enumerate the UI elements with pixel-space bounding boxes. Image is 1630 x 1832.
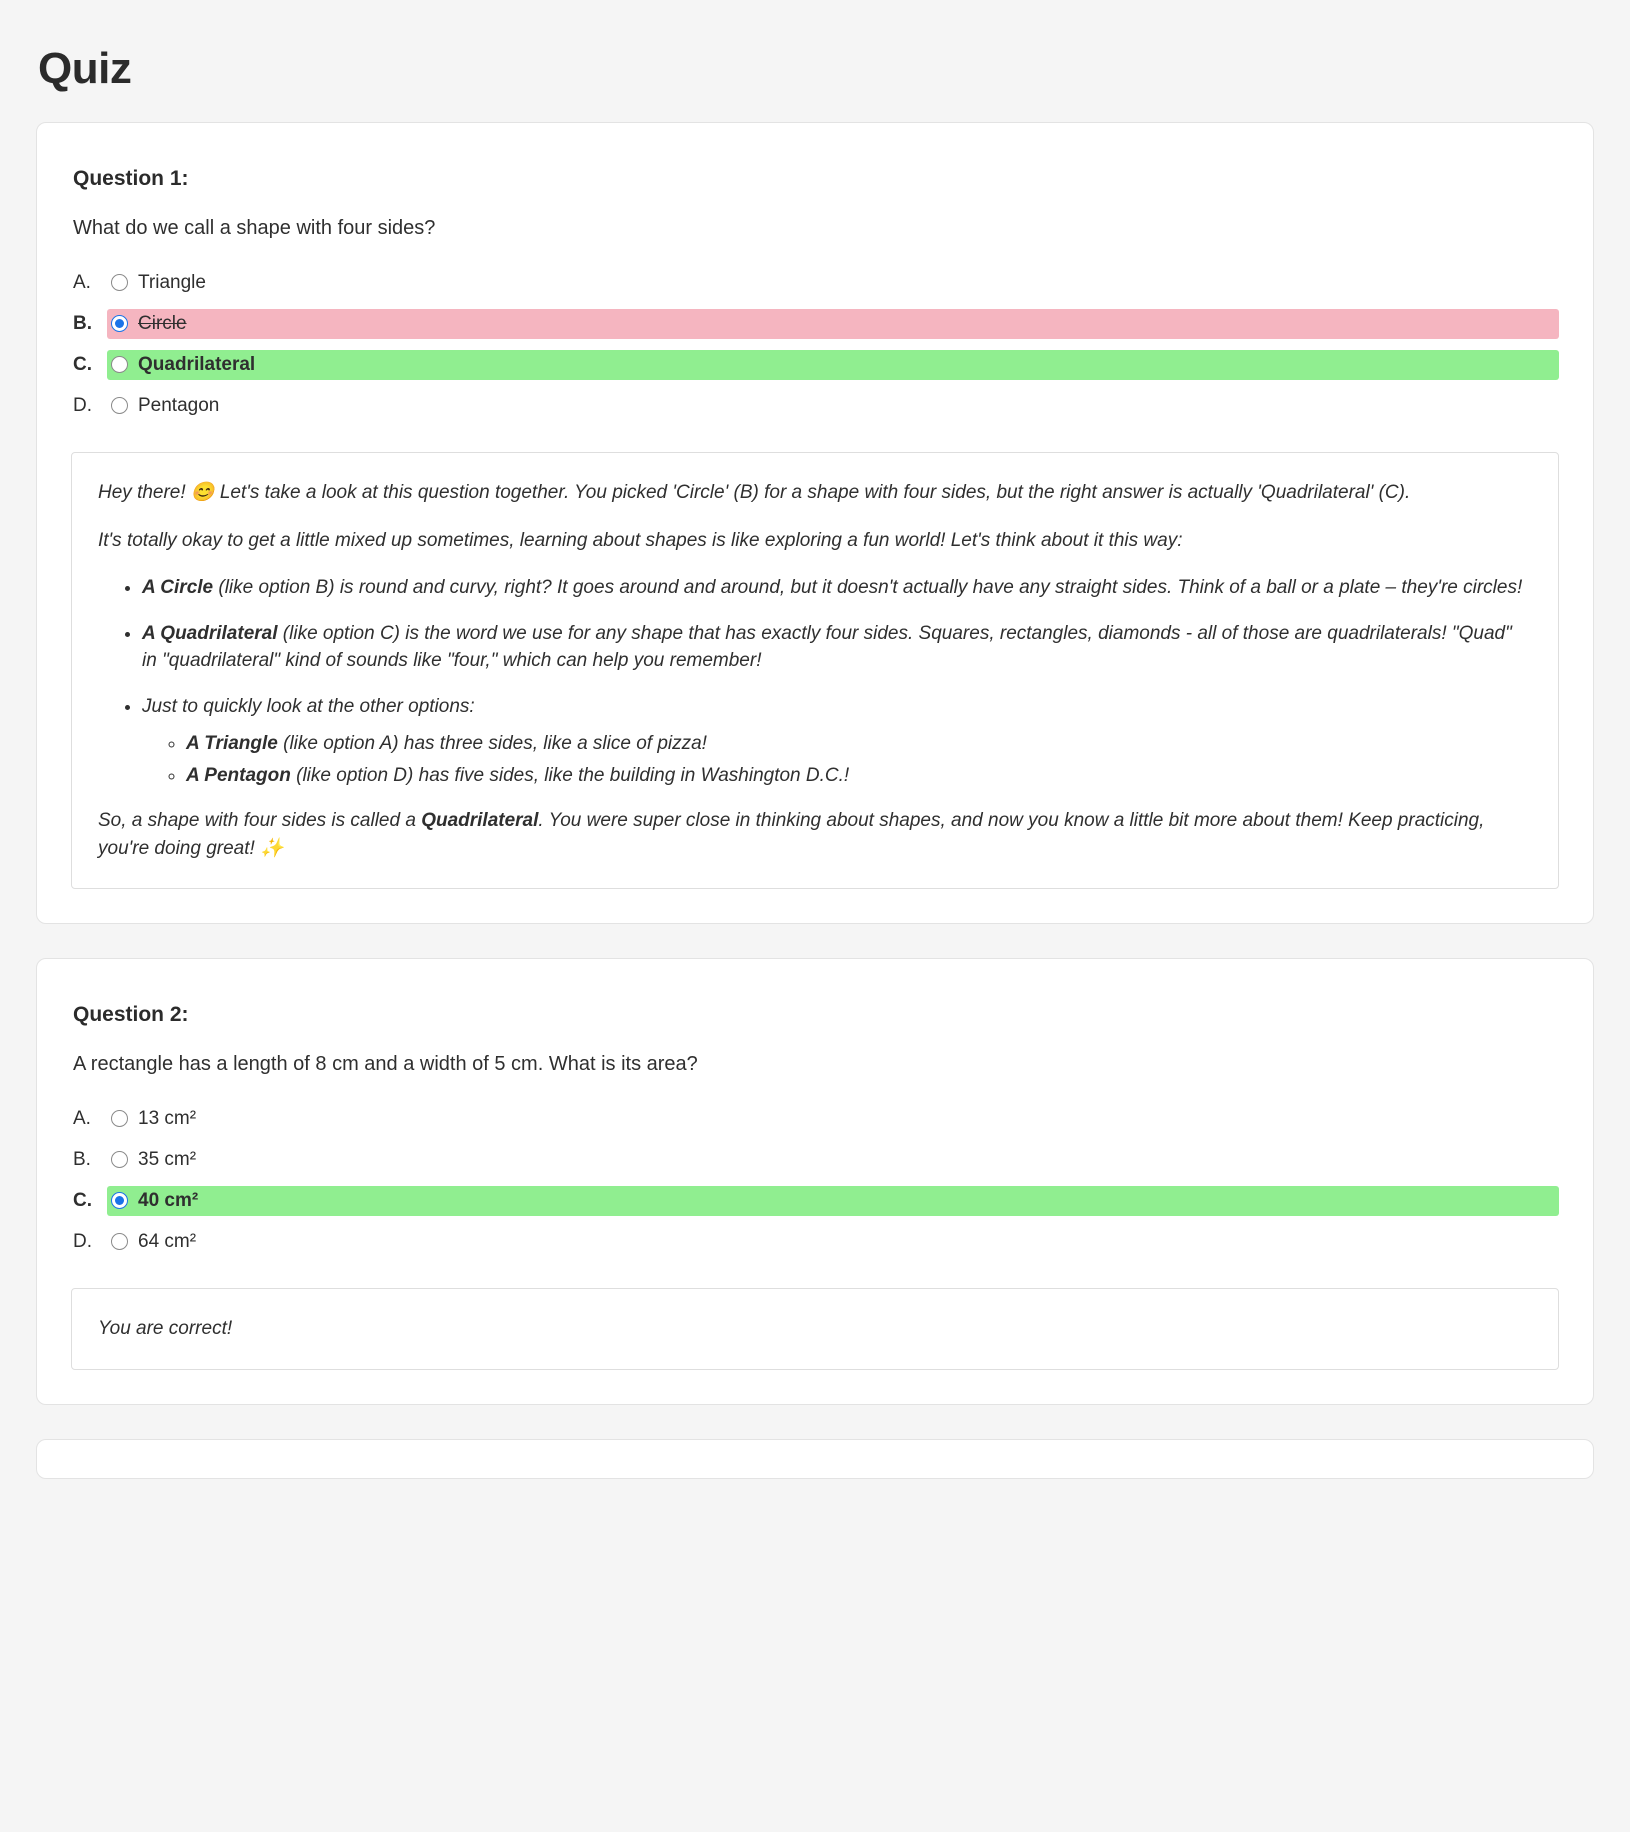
option-body[interactable] <box>107 1104 1559 1134</box>
option-letter: D. <box>73 1230 92 1252</box>
question-card-3 <box>36 1439 1594 1479</box>
question-text: A rectangle has a length of 8 cm and a width of 5 cm. What is its area? <box>73 1053 698 1076</box>
radio-icon[interactable] <box>111 1192 128 1209</box>
option-label: 13 cm² <box>138 1108 197 1130</box>
bullet-text: (like option B) is round and curvy, right? It goes around and around, but it doesn't actually have any straight sides. Think of a ball or a plate – they're circles! <box>213 577 1523 599</box>
option-label: Triangle <box>138 272 206 293</box>
feedback-second: It's totally okay to get a little mixed up sometimes, learning about shapes is like exploring a fun world! Let's think about it this way: <box>98 529 1183 551</box>
option-label: Pentagon <box>138 395 220 416</box>
option-row[interactable] <box>71 1139 1559 1180</box>
option-row[interactable] <box>71 385 1559 426</box>
feedback-panel <box>71 452 1559 889</box>
radio-icon[interactable] <box>111 1110 128 1127</box>
option-body[interactable] <box>107 350 1559 380</box>
option-body[interactable] <box>107 1186 1559 1216</box>
option-letter: C. <box>73 353 92 375</box>
option-body[interactable] <box>107 1227 1559 1257</box>
feedback-bullet <box>142 574 1528 602</box>
closing-pre: So, a shape with four sides is called a <box>98 810 422 832</box>
option-label: Quadrilateral <box>138 354 256 375</box>
radio-icon[interactable] <box>111 356 128 373</box>
option-label: Circle <box>138 313 187 334</box>
feedback-closing <box>98 807 1528 862</box>
question-text: What do we call a shape with four sides? <box>73 217 436 239</box>
option-letter: C. <box>73 1189 92 1211</box>
sub-bullet-term: A Triangle <box>186 733 278 755</box>
feedback-panel <box>71 1288 1559 1370</box>
option-row[interactable] <box>71 344 1559 385</box>
feedback-intro: Hey there! 😊 Let's take a look at this question together. You picked 'Circle' (B) for a shape with four sides, but the right answer is actually 'Quadrilateral' (C). <box>98 482 1411 503</box>
option-row[interactable] <box>71 303 1559 344</box>
radio-icon[interactable] <box>111 315 128 332</box>
question-label: Question 1: <box>73 167 189 190</box>
option-body[interactable] <box>107 268 1559 298</box>
bullet-term: A Quadrilateral <box>142 622 278 644</box>
sub-bullet-text: (like option D) has five sides, like the building in Washington D.C.! <box>290 764 850 786</box>
option-body[interactable] <box>107 309 1559 339</box>
feedback-bullets <box>98 574 1528 789</box>
question-card-1 <box>36 122 1594 924</box>
option-row[interactable] <box>71 1098 1559 1139</box>
question-card-2 <box>36 958 1594 1405</box>
radio-icon[interactable] <box>111 274 128 291</box>
option-label: 35 cm² <box>138 1149 197 1171</box>
option-list <box>71 262 1559 426</box>
option-label: 64 cm² <box>138 1231 197 1253</box>
radio-icon[interactable] <box>111 1233 128 1250</box>
option-letter: A. <box>73 1107 91 1129</box>
option-label: 40 cm² <box>138 1190 199 1212</box>
option-body[interactable] <box>107 391 1559 421</box>
other-options-intro: Just to quickly look at the other options: <box>142 695 475 717</box>
closing-post: . You were super close in thinking about shapes, and now you know a little bit more about them! Keep practicing, you're doing great! ✨ <box>98 810 1485 859</box>
option-letter: B. <box>73 312 92 334</box>
option-letter: B. <box>73 1148 91 1170</box>
feedback-bullet-other <box>142 693 1528 790</box>
closing-term: Quadrilateral <box>421 810 539 832</box>
question-label: Question 2: <box>73 1003 189 1027</box>
page-title: Quiz <box>38 44 132 93</box>
feedback-sub-bullet <box>186 730 1528 758</box>
option-row[interactable] <box>71 262 1559 303</box>
option-row[interactable] <box>71 1180 1559 1221</box>
feedback-bullet <box>142 620 1528 675</box>
feedback-sub-bullet <box>186 762 1528 790</box>
bullet-term: A Circle <box>142 577 214 599</box>
option-letter: D. <box>73 394 92 416</box>
option-body[interactable] <box>107 1145 1559 1175</box>
radio-icon[interactable] <box>111 1151 128 1168</box>
feedback-simple: You are correct! <box>98 1318 233 1340</box>
option-row[interactable] <box>71 1221 1559 1262</box>
feedback-sub-bullets <box>142 730 1528 789</box>
option-letter: A. <box>73 271 91 293</box>
sub-bullet-term: A Pentagon <box>186 764 291 786</box>
bullet-text: (like option C) is the word we use for any shape that has exactly four sides. Squares, rectangles, diamonds - all of those are quadrilaterals! "Quad" in "quadrilateral" kind of sounds like "four," which can help you remember! <box>142 622 1512 672</box>
option-list <box>71 1098 1559 1262</box>
sub-bullet-text: (like option A) has three sides, like a slice of pizza! <box>277 733 707 755</box>
radio-icon[interactable] <box>111 397 128 414</box>
